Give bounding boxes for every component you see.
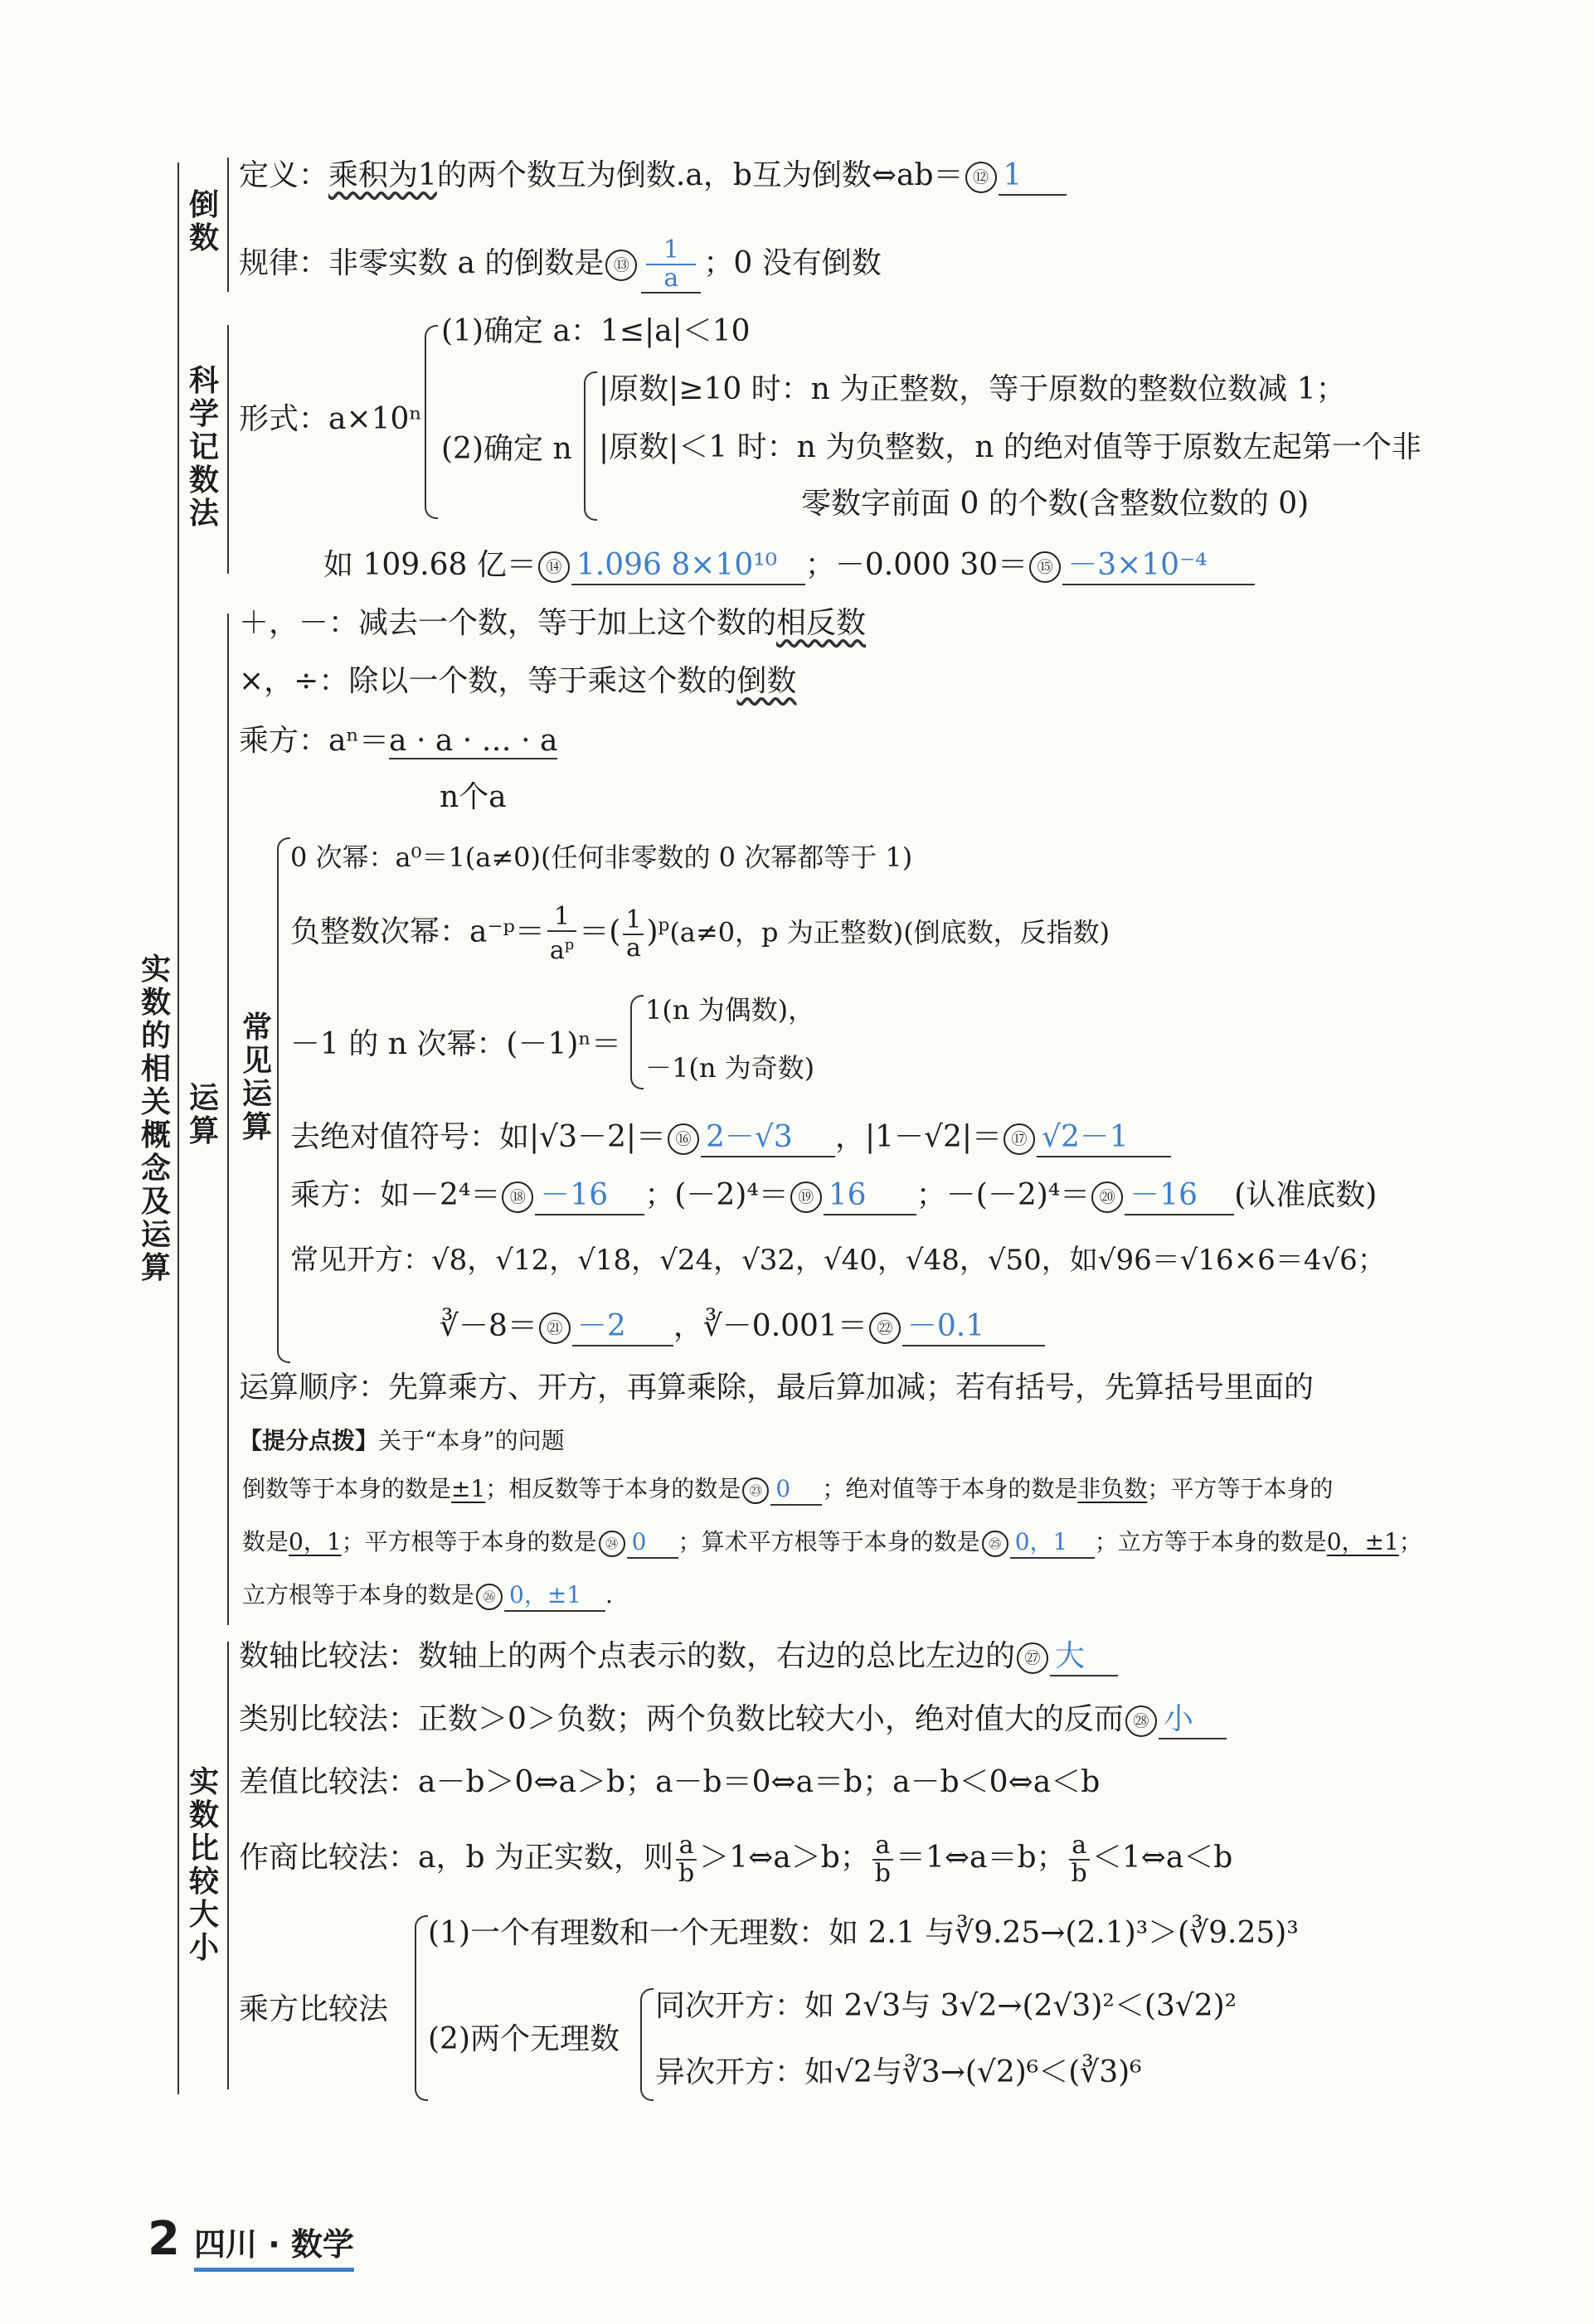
minus-one-power: －1 的 n 次幂：(－1)ⁿ＝ [290,1027,621,1061]
power-examples: 乘方：如－2⁴＝ ⑱ －16 ；(－2)⁴＝ ⑲ 16 ；－(－2)⁴＝ ⑳ －16 (认准底数) [290,1177,1377,1215]
blank-marker: ㉓ [742,1477,769,1504]
blank-marker: ㉘ [1125,1705,1157,1737]
compare-difference: 差值比较法：a－b＞0⇔a＞b；a－b＝0⇔a＝b；a－b＜0⇔a＜b [239,1765,1101,1799]
blank-marker: ⑮ [1029,551,1061,583]
reciprocal-rule: 规律：非零实数 a 的倒数是 ⑬ $\frac{1}{a}$ ；0 没有倒数 [239,235,882,293]
label-operations: 运算 [188,1081,219,1148]
common-ops-brace [277,837,290,1363]
label-compare: 实数比较大小 [188,1765,219,1965]
compare-divider [227,1642,229,2089]
blank-marker: ⑫ [965,162,997,193]
minus-one-even: 1(n 为偶数)， [645,994,815,1026]
power-expr: a · a · … · a [389,724,558,758]
compare-power-brace [415,1915,428,2101]
label-reciprocal: 倒数 [188,188,219,255]
compare-power-2-label: (2)两个无理数 [428,2022,620,2056]
blank-marker: ⑰ [1004,1123,1035,1155]
compare-power-2b: 异次开方：如√2与∛3→(√2)⁶＜(∛3)⁶ [655,2055,1142,2089]
blank-marker: ㉑ [539,1312,571,1344]
compare-power-2-brace [640,1988,654,2101]
blank-marker: ⑱ [502,1181,533,1213]
key-term: 倒数 [736,664,797,698]
blank-marker: ㉕ [982,1531,1008,1557]
negative-power: 负整数次幂：a⁻ᵖ＝ $\frac{1}{a^p}$ ＝( $\frac{1}{a}$ )$^p$(a≠0，p 为正整数)(倒底数，反指数) [290,902,1110,965]
tip-line-2: 数是0，1；平方根等于本身的数是 ㉔ 0 ；算术平方根等于本身的数是 ㉕ 0，1 ；立方等于本身的数是0，±1； [242,1527,1422,1559]
sci-form: 形式：a×10ⁿ [239,402,423,436]
answer-22: －0.1 [902,1308,1045,1346]
answer-19: 16 [824,1177,916,1215]
sci-step2: (2)确定 n [441,432,572,466]
answer-26: 0，±1 [504,1580,605,1612]
minus-one-odd: －1(n 为奇数) [645,1052,815,1084]
abs-removal: 去绝对值符号：如|√3－2|＝ ⑯ 2－√3 ，|1－√2|＝ ⑰ √2－1 [290,1119,1171,1157]
zero-power: 0 次幂：a⁰＝1(a≠0)(任何非零数的 0 次幂都等于 1) [290,842,913,873]
compare-quotient: 作商比较法：a，b 为正实数，则 $\frac{a}{b}$ ＞1⇔a＞b； $\frac{a}{b}$ ＝1⇔a＝b； $\frac{a}{b}$ ＜1⇔a＜b [239,1831,1233,1888]
sci-example: 如 109.68 亿＝ ⑭ 1.096 8×10¹⁰ ；－0.000 30＝ ⑮ －3×10⁻⁴ [323,547,1255,585]
ops-power-count: n个a [440,780,507,814]
compare-power-1: (1)一个有理数和一个无理数：如 2.1 与∛9.25→(2.1)³＞(∛9.25)³ [428,1916,1299,1950]
tip-line-3: 立方根等于本身的数是 ㉖ 0，±1 . [242,1580,613,1612]
reciprocal-divider [227,158,229,292]
reciprocal-definition: 定义：乘积为1的两个数互为倒数.a，b互为倒数⇔ab＝ ⑫ 1 [239,158,1067,196]
compare-power-label: 乘方比较法 [239,1992,389,2026]
blank-marker: ⑯ [668,1123,699,1155]
tip-line-1: 倒数等于本身的数是±1；相反数等于本身的数是 ㉓ 0 ；绝对值等于本身的数是非负数；平方等于本身的 [242,1474,1333,1506]
common-roots: 常见开方：√8，√12，√18，√24，√32，√40，√48，√50，如√96＝√16×6＝4√6； [290,1244,1386,1277]
answer-24: 0 [627,1527,678,1559]
blank-marker: ㉒ [869,1312,901,1344]
compare-category: 类别比较法：正数＞0＞负数；两个负数比较大小，绝对值大的反而 ㉘ 小 [239,1701,1227,1739]
answer-17: √2－1 [1037,1119,1171,1157]
tip-label: 【提分点拨】 [239,1427,379,1454]
main-divider [177,163,179,2094]
answer-12: 1 [999,158,1067,196]
minus-one-brace [630,995,644,1089]
blank-marker: ⑳ [1091,1181,1123,1213]
answer-16: 2－√3 [701,1119,835,1157]
compare-power-2a: 同次开方：如 2√3与 3√2→(2√3)²＜(3√2)² [655,1989,1237,2023]
blank-marker: ⑲ [790,1181,822,1213]
answer-28: 小 [1159,1701,1227,1739]
ops-power: 乘方：aⁿ＝a · a · … · a [239,724,558,758]
key-term: 乘积为1 [328,158,437,192]
label-scientific: 科学记数法 [188,364,219,531]
blank-marker: ⑬ [605,250,637,281]
sci-case2: |原数|＜1 时：n 为负整数，n 的绝对值等于原数左起第一个非 [599,430,1421,464]
answer-21: －2 [572,1308,673,1346]
ops-muldiv: ×，÷：除以一个数，等于乘这个数的倒数 [239,664,797,698]
tip-heading: 【提分点拨】关于“本身”的问题 [239,1427,565,1454]
sci-n-brace [584,371,597,521]
key-term: 相反数 [776,606,867,640]
answer-20: －16 [1125,1177,1234,1215]
blank-marker: ⑭ [538,551,570,583]
sci-step1: (1)确定 a：1≤|a|＜10 [441,314,751,348]
ops-addsub: ＋，－：减去一个数，等于加上这个数的相反数 [239,606,867,640]
answer-15: －3×10⁻⁴ [1062,547,1255,585]
answer-25: 0，1 [1010,1527,1095,1559]
cube-roots: ∛－8＝ ㉑ －2 ，∛－0.001＝ ㉒ －0.1 [440,1308,1045,1346]
sci-case2b: 零数字前面 0 的个数(含整数位数的 0) [801,487,1310,521]
blank-marker: ㉖ [476,1584,503,1610]
answer-27: 大 [1050,1638,1118,1676]
label-common-ops: 常见运算 [241,1011,272,1144]
operation-order: 运算顺序：先算乘方、开方，再算乘除，最后算加减；若有括号，先算括号里面的 [239,1371,1315,1405]
sci-brace [425,325,438,519]
blank-marker: ㉗ [1017,1642,1048,1674]
page-number: 2 [148,2212,180,2266]
answer-13: $\frac{1}{a}$ [641,237,701,294]
scientific-divider [227,325,229,574]
compare-axis: 数轴比较法：数轴上的两个点表示的数，右边的总比左边的 ㉗ 大 [239,1638,1118,1676]
footer-label: 四川 · 数学 [194,2219,354,2272]
sci-case1: |原数|≥10 时：n 为正整数，等于原数的整数位数减 1； [599,372,1346,406]
main-title: 实数的相关概念及运算 [140,953,171,1285]
operations-divider [227,614,229,1625]
answer-18: －16 [535,1177,644,1215]
blank-marker: ㉔ [599,1531,625,1557]
answer-23: 0 [770,1474,822,1506]
answer-14: 1.096 8×10¹⁰ [571,547,805,585]
